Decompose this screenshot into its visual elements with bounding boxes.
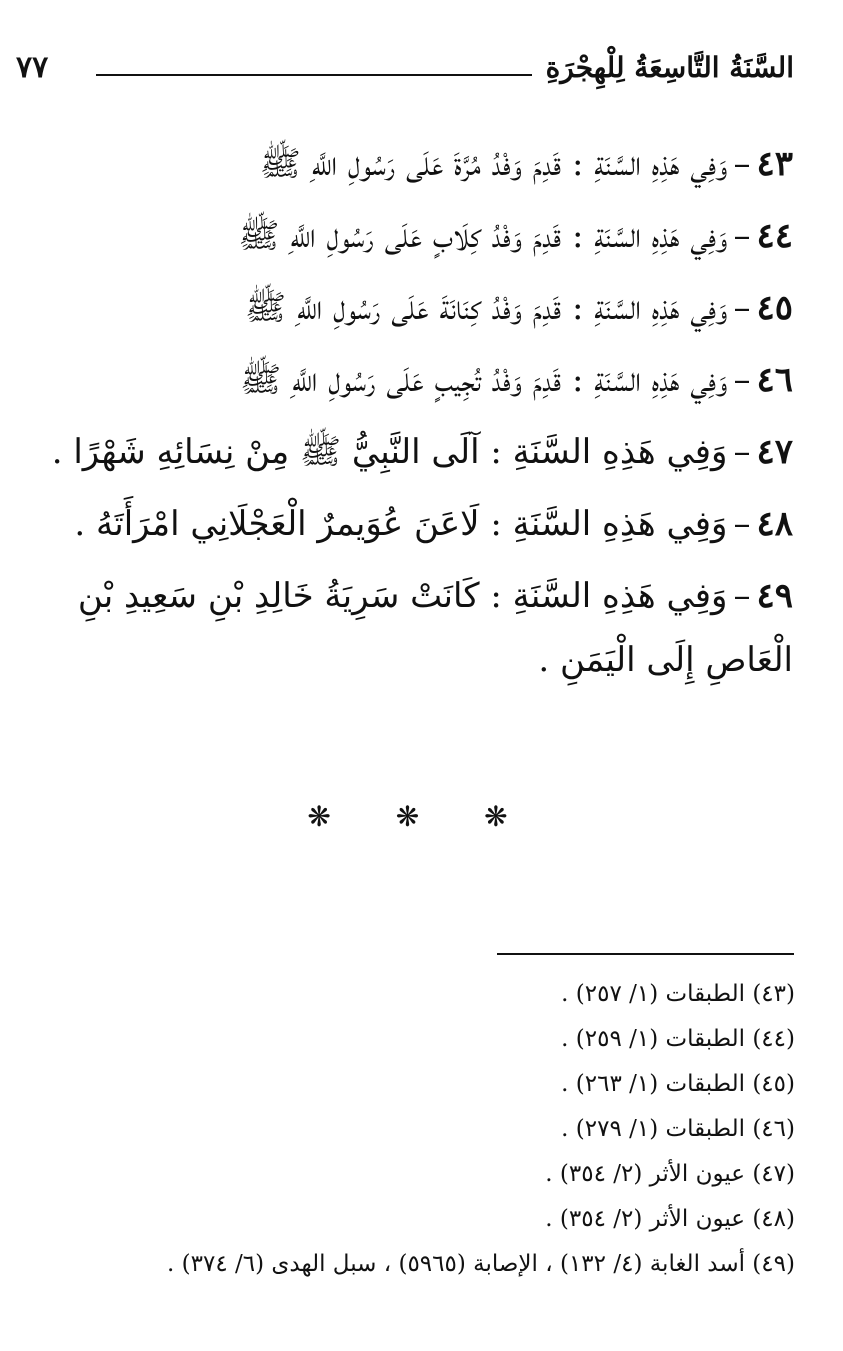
footnote-rule (497, 953, 794, 955)
entry-46 (18, 344, 793, 416)
entry-45 (18, 272, 793, 344)
entry-text: كَانَتْ سَرِيَةُ خَالِدِ بْنِ سَعِيدِ بْنِ الْعَاصِ إِلَى الْيَمَنِ . (77, 576, 793, 680)
entry-text: قَدِمَ وَفْدُ كِلَابٍ عَلَى رَسُولِ اللَّهِ ﷺ (238, 216, 562, 256)
footnote-44: (٤٤) الطبقات (١/ ٢٥٩) . (561, 1026, 795, 1052)
page-header (16, 44, 794, 94)
entry-number: ٤٩ (756, 576, 793, 616)
entry-47 (18, 416, 793, 488)
entry-number: ٤٣ (756, 144, 793, 184)
asterism-icon: ❋ (307, 800, 359, 833)
section-divider (0, 800, 843, 833)
entry-lead: وَفِي هَذِهِ السَّنَةِ : (571, 216, 728, 256)
footnote-46: (٤٦) الطبقات (١/ ٢٧٩) . (561, 1116, 795, 1142)
entry-number: ٤٨ (756, 504, 793, 544)
entry-lead: وَفِي هَذِهِ السَّنَةِ : (571, 360, 728, 400)
entry-dash: – (733, 216, 751, 256)
entry-text: قَدِمَ وَفْدُ مُرَّةَ عَلَى رَسُولِ اللَّهِ ﷺ (259, 144, 562, 184)
entry-44 (18, 200, 793, 272)
running-title: السَّنَةُ التَّاسِعَةُ لِلْهِجْرَةِ (545, 51, 794, 84)
entry-lead: وَفِي هَذِهِ السَّنَةِ : (571, 144, 728, 184)
entry-dash: – (733, 432, 751, 472)
entry-48 (18, 488, 793, 560)
entry-43 (18, 128, 793, 200)
entry-lead: وَفِي هَذِهِ السَّنَةِ : (490, 432, 728, 472)
entry-lead: وَفِي هَذِهِ السَّنَةِ : (490, 576, 728, 616)
entry-text: قَدِمَ وَفْدُ تُجِيبٍ عَلَى رَسُولِ اللَّهِ ﷺ (240, 360, 562, 400)
entry-lead: وَفِي هَذِهِ السَّنَةِ : (490, 504, 728, 544)
entries-list (18, 128, 793, 692)
entry-lead: وَفِي هَذِهِ السَّنَةِ : (571, 288, 728, 328)
footnotes-list (15, 972, 795, 1287)
entry-dash: – (733, 144, 751, 184)
entry-text: لَاعَنَ عُوَيمرٌ الْعَجْلَانِي امْرَأَتَهُ . (74, 504, 480, 544)
entry-49 (18, 564, 793, 692)
asterism-icon: ❋ (395, 800, 448, 833)
header-rule (96, 74, 532, 76)
entry-number: ٤٦ (756, 360, 793, 400)
footnote-43: (٤٣) الطبقات (١/ ٢٥٧) . (561, 981, 795, 1007)
entry-text: قَدِمَ وَفْدُ كِنَانَةَ عَلَى رَسُولِ اللَّهِ ﷺ (245, 288, 562, 328)
footnote-49: (٤٩) أسد الغابة (٤/ ١٣٢) ، الإصابة (٥٩٦٥) ، سبل الهدى (٦/ ٣٧٤) . (167, 1251, 795, 1277)
entry-dash: – (733, 576, 751, 616)
entry-number: ٤٤ (756, 216, 793, 256)
footnote-47: (٤٧) عيون الأثر (٢/ ٣٥٤) . (545, 1161, 795, 1187)
page-number: ٧٧ (16, 50, 49, 85)
entry-dash: – (733, 288, 751, 328)
asterism-icon: ❋ (484, 800, 536, 833)
footnote-45: (٤٥) الطبقات (١/ ٢٦٣) . (561, 1071, 795, 1097)
entry-number: ٤٧ (756, 432, 793, 472)
entry-number: ٤٥ (756, 288, 793, 328)
entry-text: آلَى النَّبِيُّ ﷺ مِنْ نِسَائِهِ شَهْرًا . (51, 432, 480, 472)
footnote-48: (٤٨) عيون الأثر (٢/ ٣٥٤) . (545, 1206, 795, 1232)
entry-dash: – (733, 360, 751, 400)
entry-dash: – (733, 504, 751, 544)
